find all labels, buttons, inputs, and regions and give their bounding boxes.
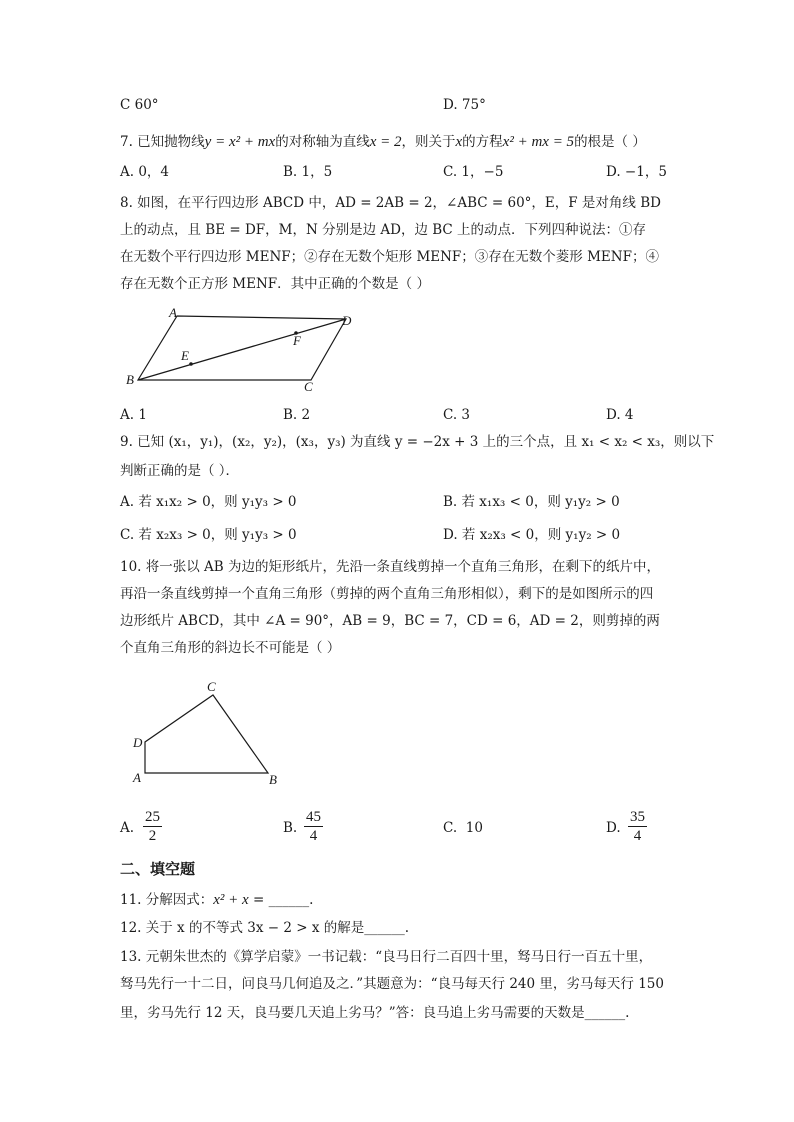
q8-line-4: 存在无数个正方形 MENF．其中正确的个数是（ ） [120,276,430,292]
q9-option-a: A. 若 x₁x₂ > 0，则 y₁y₃ > 0 [120,494,297,510]
q11-stem: 11. 分解因式：x² + x = ______. [120,892,314,908]
q8-label-b: B [126,372,134,387]
q10-option-d-label: D. [606,820,621,836]
q9-option-b: B. 若 x₁x₃ < 0，则 y₁y₂ > 0 [443,494,620,510]
q13-line-2: 驽马先行一十二日，问良马几何追及之．”其题意为：“良马每天行 240 里，劣马每天行 150 [120,976,664,992]
q10-option-a-label: A. [120,820,135,836]
q8-option-b: B. 2 [283,407,311,423]
q7-equation: x² + mx = 5 [502,134,575,150]
q8-option-d: D. 4 [606,407,634,423]
q8-label-a: A [169,305,177,320]
q8-line-3: 在无数个平行四边形 MENF；②存在无数个矩形 MENF；③存在无数个菱形 MENF；④ [120,249,659,265]
q9-option-d: D. 若 x₂x₃ < 0，则 y₁y₂ > 0 [443,527,621,543]
q8-label-c: C [304,379,313,394]
q10-option-c: C. 10 [443,820,483,836]
q10-option-b-label: B. [283,820,298,836]
q13-line-3: 里，劣马先行 12 天，良马要几天追上劣马？”答：良马追上劣马需要的天数是______. [120,1005,630,1021]
q7-axis-eq: x = 2 [369,134,402,150]
q10-line-2: 再沿一条直线剪掉一个直角三角形（剪掉的两个直角三角形相似），剩下的是如图所示的四 [120,586,654,602]
q9-option-c: C. 若 x₂x₃ > 0，则 y₁y₃ > 0 [120,527,297,543]
q10-option-a-fraction: $\frac{25}{2}$ [145,809,160,844]
q7-option-c: C. 1，−5 [443,164,504,180]
q10-label-a: A [133,770,141,785]
q10-quadrilateral-figure [125,675,295,790]
q8-label-d: D [342,313,352,328]
q10-label-d: D [133,735,143,750]
q9-line-1: 9. 已知 (x₁，y₁)，(x₂，y₂)，(x₃，y₃) 为直线 y = −2x + 3 上的三个点，且 x₁ < x₂ < x₃，则以下 [120,434,715,450]
q11-expression: x² + x [213,892,249,908]
q8-line-2: 上的动点，且 BE = DF，M，N 分别是边 AD，边 BC 上的动点．下列四种说法：①存 [120,222,647,238]
q10-label-b: B [269,772,277,787]
q10-line-4: 个直角三角形的斜边长不可能是（ ） [120,640,341,656]
q8-option-c: C. 3 [443,407,471,423]
q10-quadrilateral-abcd [145,695,268,773]
q7-parabola-eq: y = x² + mx [204,134,276,150]
q6-option-d: D. 75° [443,97,486,113]
q12-stem: 12. 关于 x 的不等式 3x − 2 > x 的解是______. [120,920,410,936]
q10-line-1: 10. 将一张以 AB 为边的矩形纸片，先沿一条直线剪掉一个直角三角形，在剩下的纸片中， [120,559,661,575]
q7-option-a: A. 0，4 [120,164,170,180]
q8-parallelogram-figure [120,305,370,395]
q8-label-f: F [293,333,301,348]
q9-line-2: 判断正确的是（ ）． [120,463,240,479]
q10-label-c: C [207,679,216,694]
q13-line-1: 13. 元朝朱世杰的《算学启蒙》一书记载：“良马日行二百四十里，驽马日行一百五十里， [120,949,653,965]
q8-line-1: 8. 如图，在平行四边形 ABCD 中，AD = 2AB = 2，∠ABC = 60°，E，F 是对角线 BD [120,195,661,211]
q7-option-b: B. 1，5 [283,164,333,180]
q8-option-a: A. 1 [120,407,147,423]
q8-point-e [189,362,193,366]
q10-line-3: 边形纸片 ABCD，其中 ∠A = 90°，AB = 9，BC = 7，CD = 6，AD = 2，则剪掉的两 [120,613,660,629]
q8-label-e: E [181,348,189,363]
q10-option-d-fraction: $\frac{35}{4}$ [630,809,645,844]
q6-option-c: C 60° [120,97,159,113]
section-title-fill-in-blank: 二、填空题 [120,860,196,878]
q10-option-b-fraction: $\frac{45}{4}$ [306,809,321,844]
q7-stem: 7. 已知抛物线y = x² + mx的对称轴为直线x = 2，则关于x的方程x² + mx = 5的根是（ ） [120,134,646,150]
q7-option-d: D. −1，5 [606,164,667,180]
